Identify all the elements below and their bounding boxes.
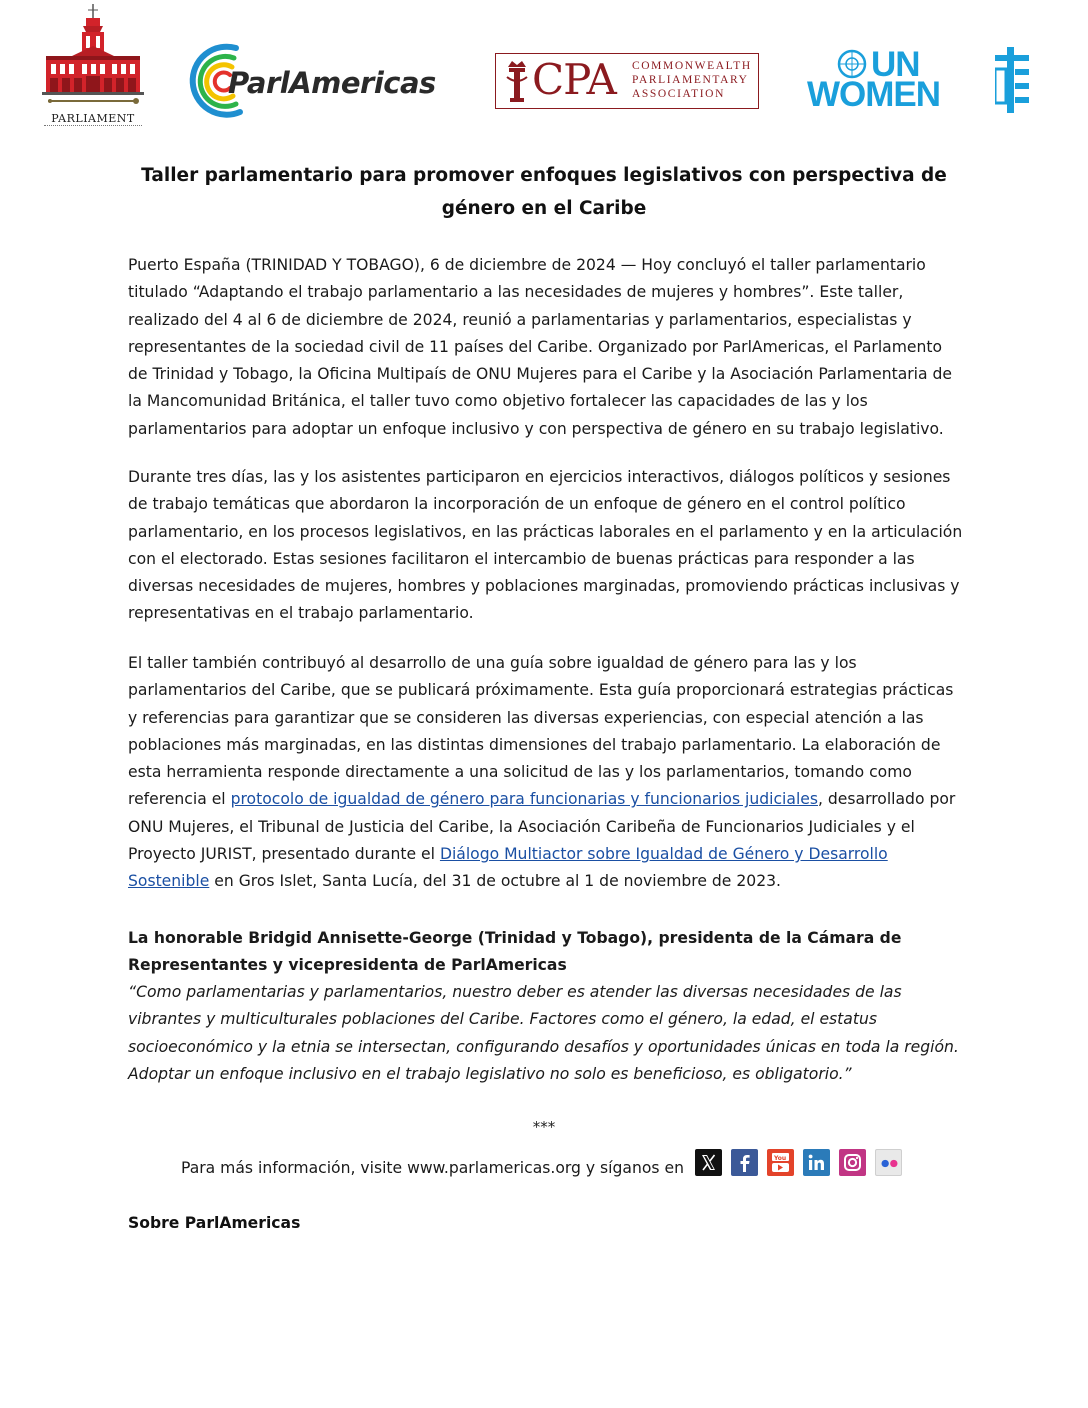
un-women-symbol-icon [995, 47, 1029, 113]
paragraph-intro: Puerto España (TRINIDAD Y TOBAGO), 6 de diciembre de 2024 — Hoy concluyó el taller parlamentario titulado “Adaptando el trabajo parlamentario a las necesidades de mujeres y hombres”. Este taller, realizado del 4 al 6 de diciembre de 2024, reunió a parlamentarias y parlamentarios, especialistas y representantes de la sociedad civil de 11 países del Caribe. Organizado por ParlAmericas, el Parlamento de Trinidad y Tobago, la Oficina Multipaís de ONU Mujeres para el Caribe y la Asociación Parlamentaria de la Mancomunidad Británica, el taller tuvo como objetivo fortalecer las capacidades de las y los parlamentarios para adoptar un enfoque inclusivo y con perspectiva de género en su trabajo legislativo. [128, 256, 952, 438]
quote-speaker-heading: La honorable Bridgid Annisette-George (Trinidad y Tobago), presidenta de la Cámara de Representantes y vicepresidenta de ParlAmericas [128, 929, 902, 975]
paragraph-guide-part3: en Gros Islet, Santa Lucía, del 31 de octubre al 1 de noviembre de 2023. [209, 872, 781, 891]
instagram-icon[interactable] [839, 1149, 866, 1176]
about-heading: Sobre ParlAmericas [128, 1214, 301, 1232]
cpa-line-3: ASSOCIATION [632, 88, 725, 100]
flickr-icon[interactable] [875, 1149, 902, 1176]
parliament-building-icon [38, 2, 148, 112]
un-women-bottom-word: WOMEN [807, 75, 941, 114]
quote-text: “Como parlamentarias y parlamentarios, nuestro deber es atender las diversas necesidades de las vibrantes y multiculturales poblaciones del Caribe. Factores como el género, la edad, el estatus socioeconómico y la etnia se intersectan, configurando desafíos y oportunidades únicas en toda la región. Adoptar un enfoque inclusivo en el trabajo legislativo no solo es beneficioso, es obligatorio.” [128, 983, 959, 1083]
logo-bar [0, 0, 1088, 135]
section-separator: *** [532, 1118, 556, 1136]
facebook-icon[interactable] [731, 1149, 758, 1176]
x-icon[interactable] [695, 1149, 722, 1176]
cpa-crest-icon [504, 57, 530, 105]
paragraph-guide-part1: El taller también contribuyó al desarrollo de una guía sobre igualdad de género para las y los parlamentarios del Caribe, que se publicará próximamente. Esta guía proporcionará estrategias prácticas y referencias para garantizar que se consideren las diversas experiencias, con especial atención a las poblaciones más marginadas, en las distintas dimensiones del trabajo parlamentario. La elaboración de esta herramienta responde directamente a una solicitud de las y los parlamentarios, tomando como referencia el [128, 654, 954, 809]
cpa-abbreviation: CPA [532, 55, 616, 104]
youtube-icon[interactable] [767, 1149, 794, 1176]
cpa-line-1: COMMONWEALTH [632, 60, 752, 72]
un-women-top-word: UN [871, 45, 920, 84]
protocol-link[interactable]: protocolo de igualdad de género para funcionarias y funcionarios judiciales [230, 790, 818, 809]
parliament-logo [38, 2, 148, 130]
cpa-logo [495, 53, 759, 109]
paragraph-guide [128, 650, 964, 896]
document-title: Taller parlamentario para promover enfoques legislativos con perspectiva de género en el Caribe [141, 165, 947, 219]
paragraph-guide-part2: , desarrollado por ONU Mujeres, el Tribunal de Justicia del Caribe, la Asociación Caribeña de Funcionarios Judiciales y el Proyecto JURIST, presentado durante el [128, 790, 956, 864]
svg-text:You: You [774, 1155, 787, 1162]
parlamericas-wordmark: ParlAmericas [228, 66, 436, 100]
dialogue-link[interactable]: Diálogo Multiactor sobre Igualdad de Género y Desarrollo Sostenible [128, 845, 888, 891]
follow-text: Para más información, visite www.parlamericas.org y síganos en [181, 1159, 684, 1177]
parliament-caption: PARLIAMENT [51, 112, 135, 125]
linkedin-icon[interactable] [803, 1149, 830, 1176]
parliament-subcaption [44, 125, 142, 129]
un-women-logo [807, 47, 1032, 115]
paragraph-sessions: Durante tres días, las y los asistentes participaron en ejercicios interactivos, diálogos políticos y sesiones de trabajo temáticas que abordaron la incorporación de un enfoque de género en el control político parlamentario, en los procesos legislativos, en las prácticas laborales en el parlamento y en la articulación con el electorado. Estas sesiones facilitaron el intercambio de buenas prácticas para responder a las diversas necesidades de mujeres, hombres y poblaciones marginadas, promoviendo prácticas inclusivas y representativas en el trabajo parlamentario. [128, 468, 963, 623]
parlamericas-logo [184, 40, 464, 120]
cpa-line-2: PARLIAMENTARY [632, 74, 749, 86]
